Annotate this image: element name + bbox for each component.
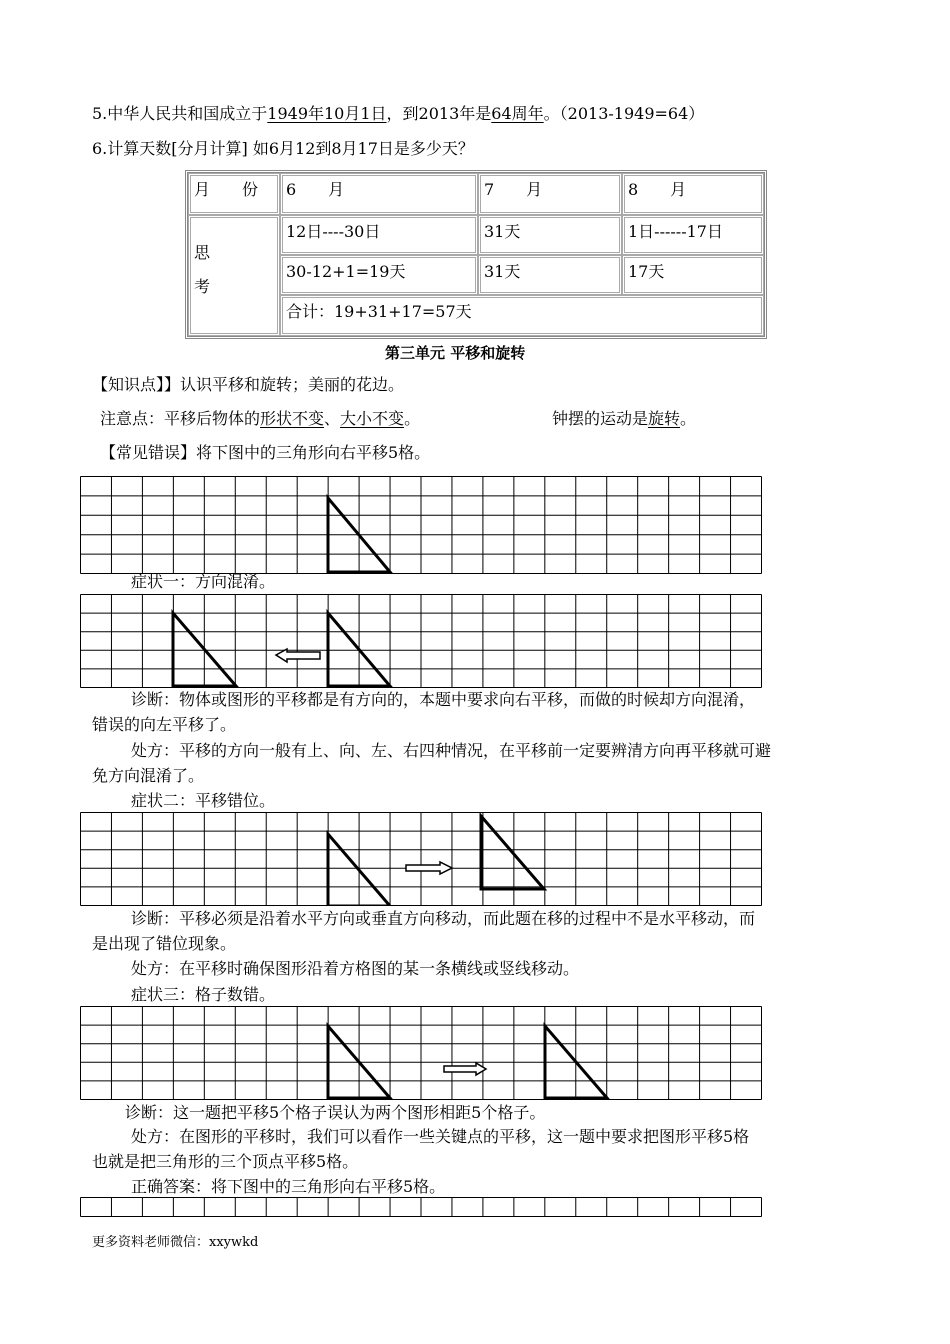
table-cell: 1日------17日: [622, 215, 764, 255]
table-header-august: 8 月: [622, 173, 764, 215]
diagnosis-2b: 是出现了错位现象。: [92, 934, 237, 953]
table-header-june: 6 月: [280, 173, 478, 215]
underlined-rotation: 旋转: [648, 409, 681, 428]
unit-title: 第三单元 平移和旋转: [385, 344, 526, 362]
symptom-1: 症状一：方向混淆。: [131, 572, 276, 591]
underlined-years: 64周年: [491, 104, 544, 123]
grid-svg: [80, 812, 762, 906]
line-item-6: 6.计算天数[分月计算] 如6月12到8月17日是多少天？: [92, 139, 474, 158]
table-cell: 17天: [622, 255, 764, 295]
line-item-5: [92, 104, 704, 124]
grid-symptom-1: [80, 594, 762, 688]
arrow-right-icon: [406, 862, 452, 874]
prescription-2: 处方：在平移时确保图形沿着方格图的某一条横线或竖线移动。: [131, 959, 580, 978]
diagnosis-1a: 诊断：物体或图形的平移都是有方向的，本题中要求向右平移，而做的时候却方向混淆，: [131, 690, 756, 709]
table-cell: 31天: [478, 255, 622, 295]
arrow-left-icon: [276, 649, 320, 662]
triangle: [481, 816, 544, 889]
grid-symptom-3: [80, 1006, 762, 1100]
note-line: [100, 409, 420, 429]
correct-answer: 正确答案：将下图中的三角形向右平移5格。: [131, 1177, 446, 1196]
grid-svg: [80, 1006, 762, 1100]
table-cell: 30-12+1=19天: [280, 255, 478, 295]
underlined-size: 大小不变: [340, 409, 405, 428]
text: 注意点：平移后物体的: [100, 409, 261, 428]
knowledge-point: 【知识点】】认识平移和旋转；美丽的花边。: [92, 375, 405, 394]
prescription-3a: 处方：在图形的平移时，我们可以看作一些关键点的平移，这一题中要求把图形平移5格: [131, 1127, 750, 1146]
text: 。（2013-1949=64）: [543, 104, 705, 123]
diagnosis-2a: 诊断：平移必须是沿着水平方向或垂直方向移动，而此题在移的过程中不是水平移动，而: [131, 909, 756, 928]
grid-svg: [80, 594, 762, 688]
underlined-shape: 形状不变: [260, 409, 325, 428]
prescription-1b: 免方向混淆了。: [92, 766, 205, 785]
arrow-right-icon: [444, 1063, 486, 1075]
table-total: 合计：19+31+17=57天: [280, 295, 764, 336]
common-error: 【常见错误】将下图中的三角形向右平移5格。: [100, 443, 431, 462]
prescription-3b: 也就是把三角形的三个顶点平移5格。: [92, 1152, 359, 1171]
table-cell: 12日----30日: [280, 215, 478, 255]
symptom-3: 症状三：格子数错。: [131, 985, 276, 1004]
grid-symptom-2: [80, 812, 762, 906]
footer-note: 更多资料老师微信：xxywkd: [92, 1235, 259, 1250]
grid-original: [80, 476, 762, 574]
text: 、: [324, 409, 341, 428]
grid-answer: [80, 1197, 762, 1217]
table-think-label: 思 考: [188, 215, 280, 336]
text: ，到2013年是: [386, 104, 492, 123]
grid-svg: [80, 1197, 762, 1217]
table-cell: 31天: [478, 215, 622, 255]
text: 5.中华人民共和国成立于: [92, 104, 268, 123]
days-table: [185, 170, 767, 339]
symptom-2: 症状二：平移错位。: [131, 791, 276, 810]
diagnosis-1b: 错误的向左平移了。: [92, 715, 237, 734]
table-header-july: 7 月: [478, 173, 622, 215]
text: 。: [404, 409, 421, 428]
underlined-date: 1949年10月1日: [267, 104, 387, 123]
prescription-1a: 处方：平移的方向一般有上、向、左、右四种情况，在平移前一定要辨清方向再平移就可避: [131, 741, 772, 760]
table-header-month: 月 份: [188, 173, 280, 215]
text: 。: [680, 409, 697, 428]
diagnosis-3: 诊断：这一题把平移5个格子误认为两个图形相距5个格子。: [125, 1103, 546, 1122]
grid-svg: [80, 476, 762, 574]
pendulum-line: [552, 409, 696, 429]
text: 钟摆的运动是: [552, 409, 649, 428]
